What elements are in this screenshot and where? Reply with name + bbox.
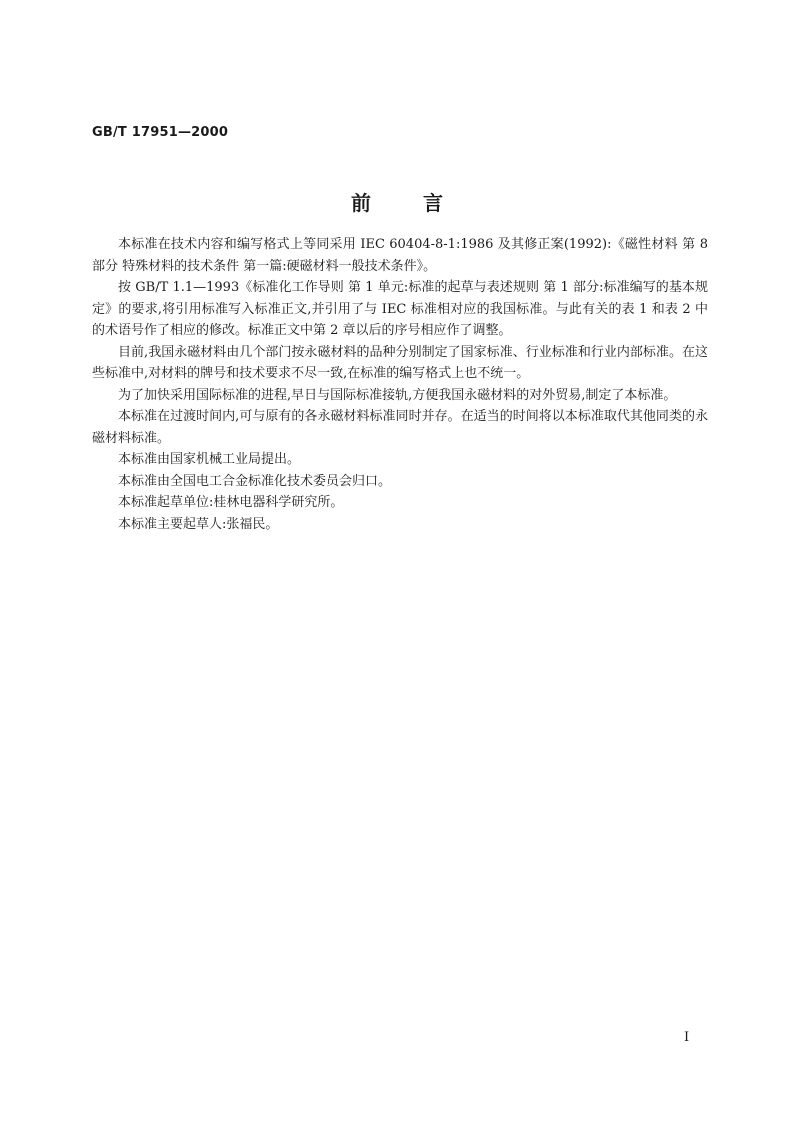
paragraph: 本标准在过渡时间内,可与原有的各永磁材料标准同时并存。在适当的时间将以本标准取代其他同类的永磁材料标准。 bbox=[92, 409, 708, 446]
page-number: I bbox=[684, 1030, 690, 1045]
foreword-body bbox=[92, 234, 708, 535]
paragraph: 本标准由全国电工合金标准化技术委员会归口。 bbox=[118, 473, 392, 489]
paragraph: 本标准起草单位:桂林电器科学研究所。 bbox=[118, 495, 344, 510]
paragraph: 按 GB/T 1.1—1993《标准化工作导则 第 1 单元:标准的起草与表述规则 第 1 部分:标准编写的基本规定》的要求,将引用标准写入标准正文,并引用了与 IEC 标准相对应的我国标准。与此有关的表 1 和表 2 中的术语号作了相应的修改。标准正文中第 2 章以后的序号相应作了调整。 bbox=[92, 280, 708, 338]
paragraph: 本标准由国家机械工业局提出。 bbox=[118, 452, 301, 467]
paragraph: 目前,我国永磁材料由几个部门按永磁材料的品种分别制定了国家标准、行业标准和行业内部标准。在这些标准中,对材料的牌号和技术要求不尽一致,在标准的编写格式上也不统一。 bbox=[92, 344, 708, 381]
paragraph: 本标准在技术内容和编写格式上等同采用 IEC 60404-8-1:1986 及其修正案(1992):《磁性材料 第 8 部分 特殊材料的技术条件 第一篇:硬磁材料一般技术条件》。 bbox=[92, 237, 708, 274]
standard-number: GB/T 17951—2000 bbox=[92, 125, 229, 140]
paragraph: 为了加快采用国际标准的进程,早日与国际标准接轨,方便我国永磁材料的对外贸易,制定了本标准。 bbox=[118, 387, 677, 403]
paragraph: 本标准主要起草人:张福民。 bbox=[118, 516, 279, 532]
page-title: 前言 bbox=[351, 191, 495, 215]
